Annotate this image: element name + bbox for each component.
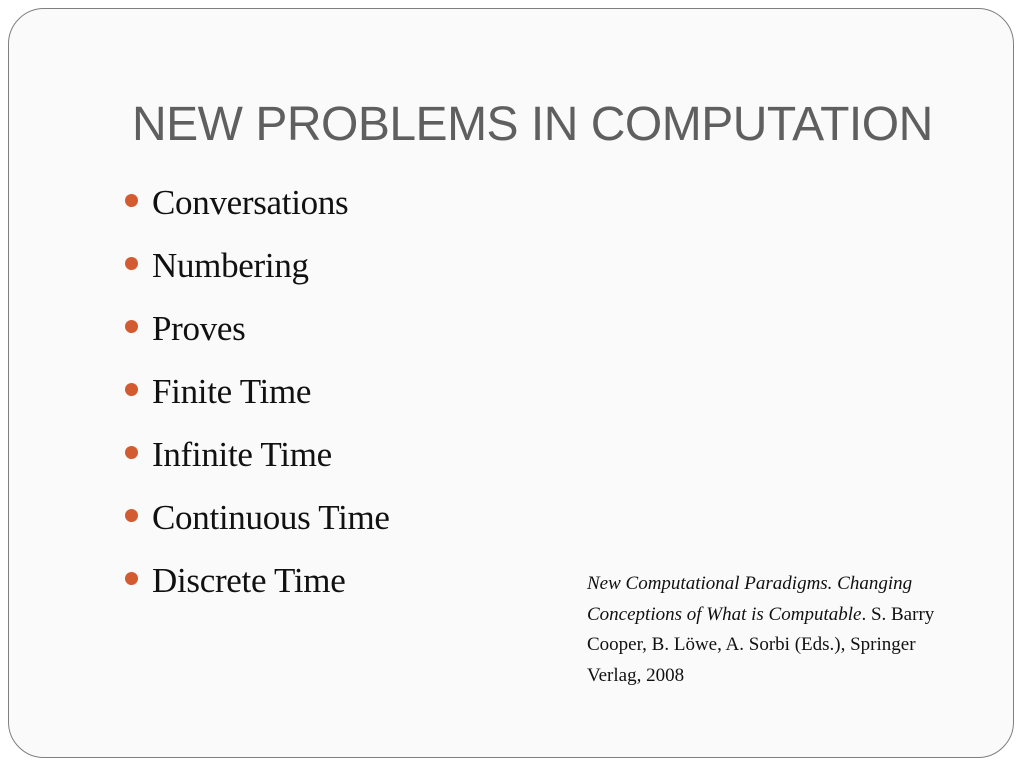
bullet-text: Numbering — [152, 245, 309, 285]
bullet-item — [125, 171, 390, 234]
bullet-dot-icon — [125, 257, 138, 270]
bullet-text: Proves — [152, 308, 246, 348]
bullet-dot-icon — [125, 320, 138, 333]
bullet-text: Continuous Time — [152, 497, 390, 537]
bullet-dot-icon — [125, 572, 138, 585]
citation — [587, 569, 967, 691]
bullet-dot-icon — [125, 446, 138, 459]
bullet-dot-icon — [125, 194, 138, 207]
bullet-text: Conversations — [152, 182, 349, 222]
bullet-dot-icon — [125, 383, 138, 396]
bullet-item — [125, 549, 390, 612]
bullet-list — [125, 171, 390, 612]
bullet-item — [125, 297, 390, 360]
bullet-text: Infinite Time — [152, 434, 332, 474]
bullet-text: Discrete Time — [152, 560, 346, 600]
bullet-dot-icon — [125, 509, 138, 522]
bullet-item — [125, 423, 390, 486]
bullet-text: Finite Time — [152, 371, 312, 411]
bullet-item — [125, 360, 390, 423]
bullet-item — [125, 234, 390, 297]
citation-details: . S. Barry Cooper, B. Löwe, A. Sorbi (Eds.), Springer Verlag, 2008 — [587, 603, 935, 686]
slide-frame — [8, 8, 1014, 758]
citation-title: New Computational Paradigms. Changing Conceptions of What is Computable — [587, 573, 913, 625]
slide-title: NEW PROBLEMS IN COMPUTATION — [132, 98, 933, 151]
bullet-item — [125, 486, 390, 549]
